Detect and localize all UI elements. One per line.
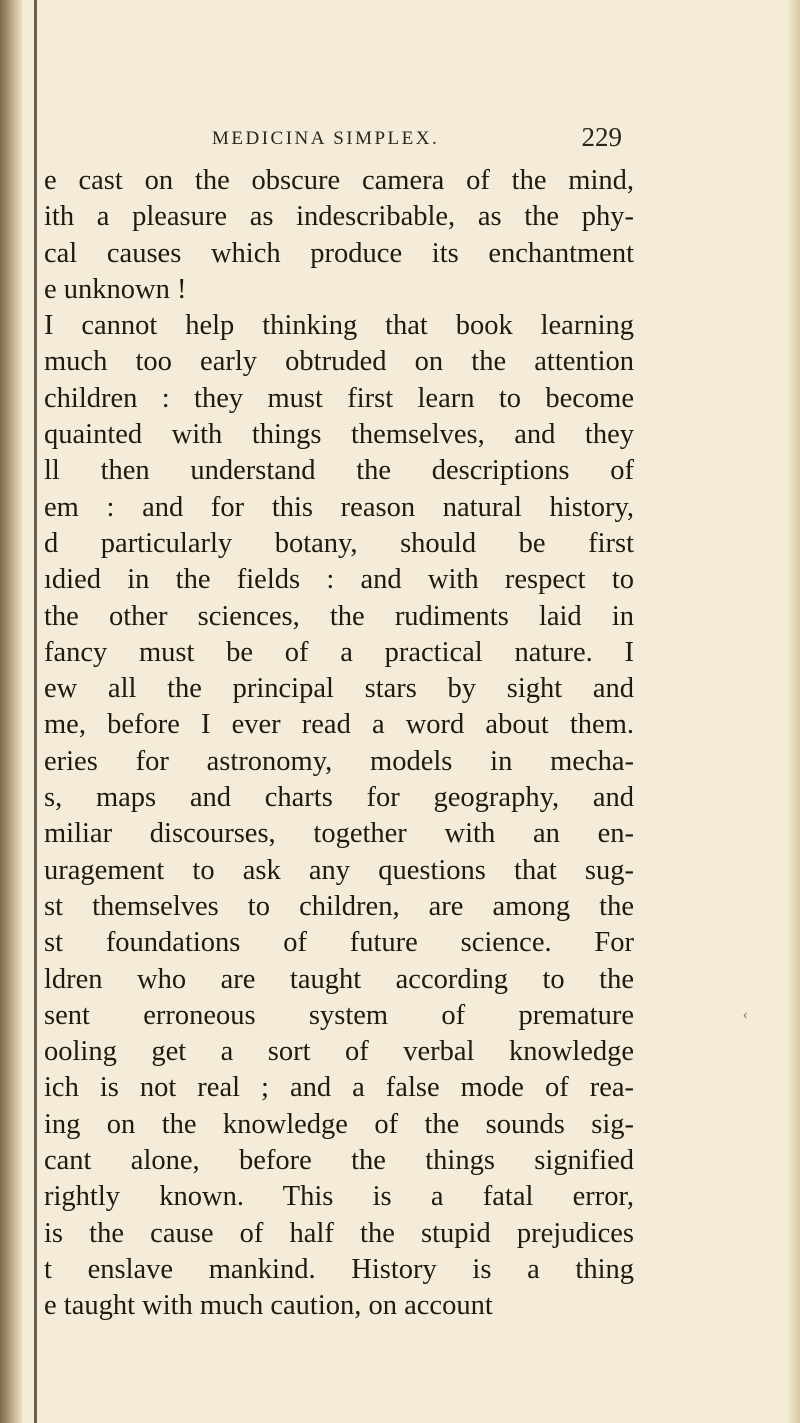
text-line: fancy must be of a practical nature. I <box>44 636 634 668</box>
text-line: d particularly botany, should be first <box>44 527 634 559</box>
page-edge <box>786 0 800 1423</box>
text-line: em : and for this reason natural history, <box>44 491 634 523</box>
text-line: ll then understand the descriptions of <box>44 455 634 487</box>
text-line: ldren who are taught according to the <box>44 963 634 995</box>
text-line: ooling get a sort of verbal knowledge <box>44 1036 634 1068</box>
text-line: st themselves to children, are among the <box>44 890 634 922</box>
page-number: 229 <box>581 122 622 152</box>
text-line: me, before I ever read a word about them. <box>44 709 634 741</box>
text-line: children : they must first learn to become <box>44 382 634 414</box>
page-header <box>40 122 630 168</box>
text-line: ıdied in the fields : and with respect to <box>44 564 634 596</box>
text-line: the other sciences, the rudiments laid in <box>44 600 634 632</box>
text-line: e unknown ! <box>44 273 187 305</box>
text-line: much too early obtruded on the attention <box>44 346 634 378</box>
text-line: I cannot help thinking that book learning <box>44 310 634 342</box>
text-line: rightly known. This is a fatal error, <box>44 1181 634 1213</box>
text-line: ich is not real ; and a false mode of rea- <box>44 1072 634 1104</box>
text-line: s, maps and charts for geography, and <box>44 782 634 814</box>
text-line: miliar discourses, together with an en- <box>44 818 634 850</box>
running-head: MEDICINA SIMPLEX. <box>212 128 440 149</box>
text-line: uragement to ask any questions that sug- <box>44 854 634 886</box>
text-line: cant alone, before the things signified <box>44 1145 634 1177</box>
margin-mark: ‹ <box>742 1006 748 1023</box>
text-line: ith a pleasure as indescribable, as the phy- <box>44 201 634 233</box>
text-line: ing on the knowledge of the sounds sig- <box>44 1108 634 1140</box>
text-line: e cast on the obscure camera of the mind, <box>44 165 634 196</box>
text-line: quainted with things themselves, and they <box>44 419 634 451</box>
text-line: ew all the principal stars by sight and <box>44 673 634 705</box>
body-text <box>44 163 634 1325</box>
text-line: cal causes which produce its enchantment <box>44 237 634 269</box>
text-line: st foundations of future science. For <box>44 927 634 959</box>
gutter-shadow-line <box>34 0 37 1423</box>
binding-gutter <box>0 0 22 1423</box>
text-line: sent erroneous system of premature <box>44 999 634 1031</box>
text-line: e taught with much caution, on account <box>44 1290 493 1322</box>
text-line: eries for astronomy, models in mecha- <box>44 745 634 777</box>
text-line: t enslave mankind. History is a thing <box>44 1253 634 1285</box>
text-line: is the cause of half the stupid prejudices <box>44 1217 634 1249</box>
